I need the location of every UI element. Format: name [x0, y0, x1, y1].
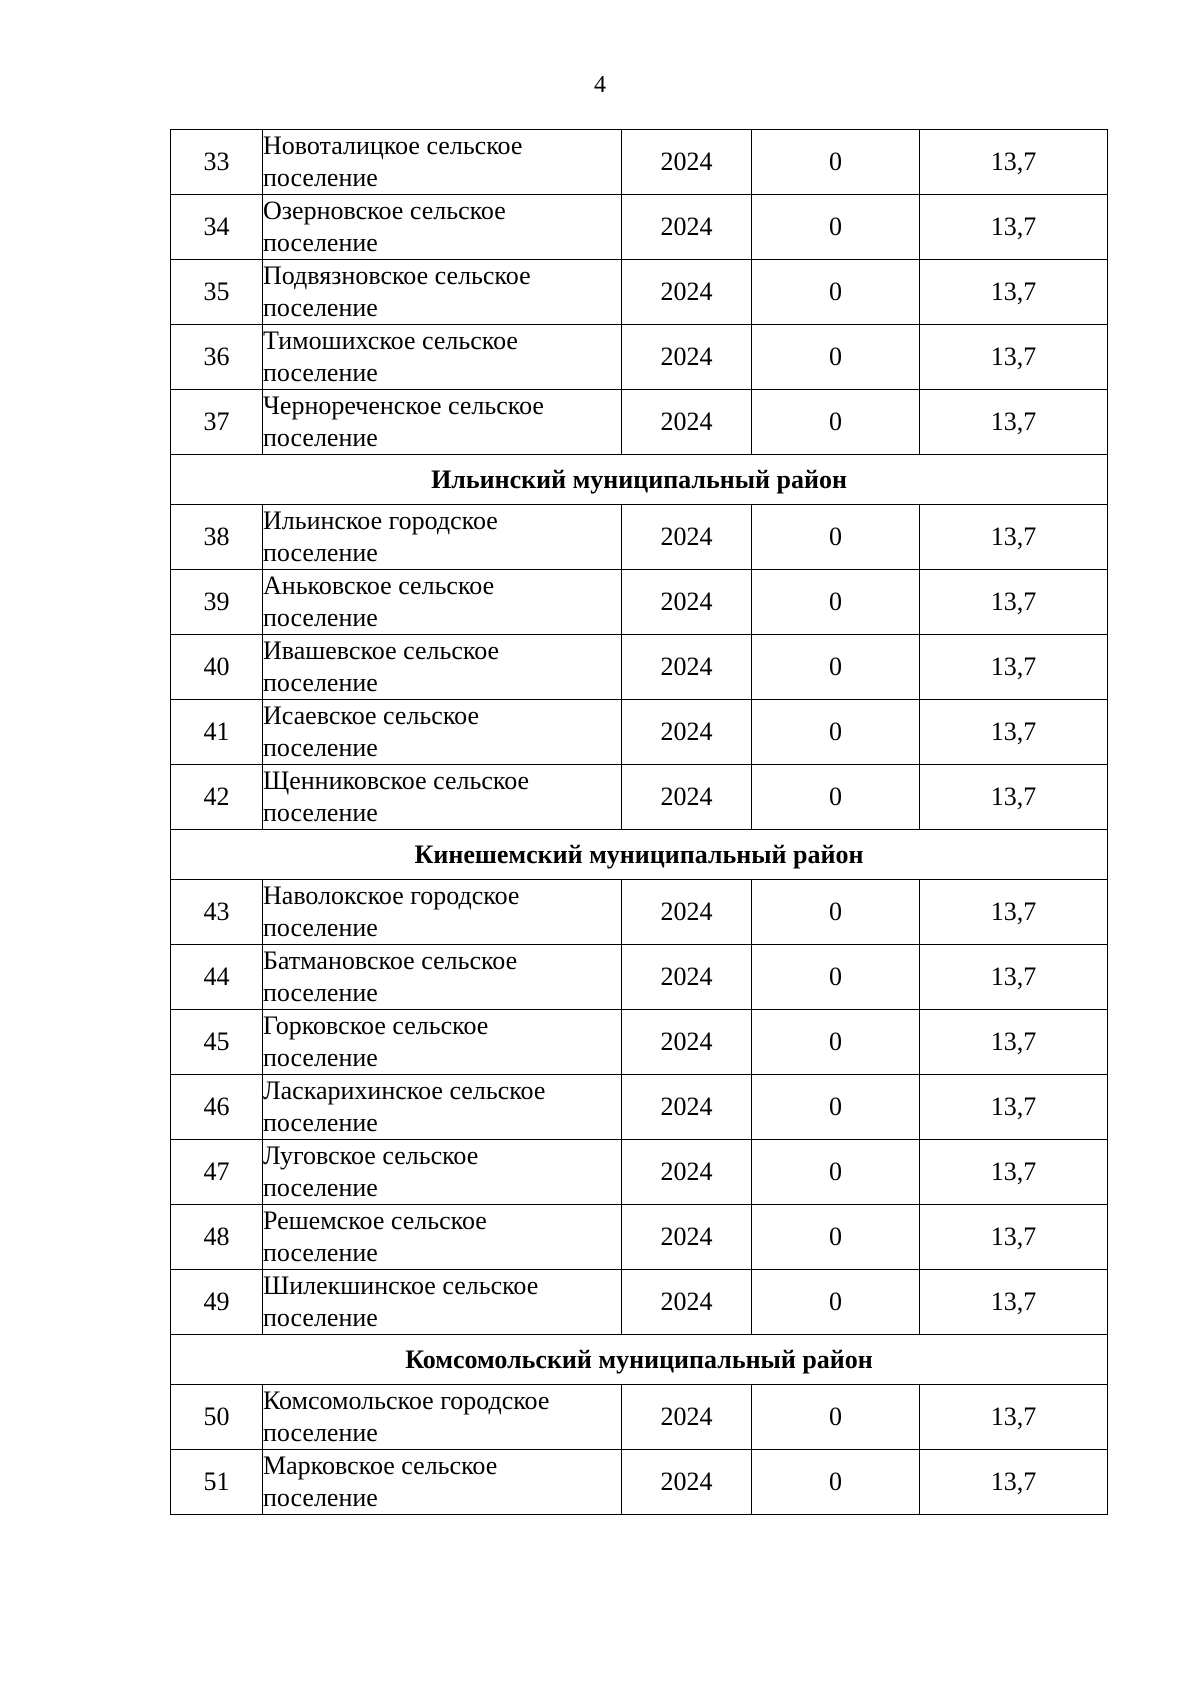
settlement-name-line2: поселение	[263, 733, 378, 762]
row-number: 47	[171, 1140, 263, 1205]
value-cell: 13,7	[920, 1010, 1108, 1075]
value-cell-zero: 0	[752, 880, 920, 945]
value-cell: 13,7	[920, 1450, 1108, 1515]
value-cell-zero: 0	[752, 945, 920, 1010]
settlement-name-line1: Ивашевское сельское	[263, 636, 500, 665]
row-number: 40	[171, 635, 263, 700]
table-body	[171, 130, 1108, 1515]
table-row	[171, 1140, 1108, 1205]
settlement-name-line1: Аньковское сельское	[263, 571, 495, 600]
settlement-name-line2: поселение	[263, 1173, 378, 1202]
table-row	[171, 1385, 1108, 1450]
settlement-name	[263, 945, 622, 1010]
settlement-name-line2: поселение	[263, 163, 378, 192]
page-number: 4	[594, 72, 606, 98]
settlement-name-line1: Тимошихское сельское	[263, 326, 518, 355]
settlement-name-line1: Чернореченское сельское	[263, 391, 544, 420]
district-header: Комсомольский муниципальный район	[171, 1335, 1108, 1385]
settlement-name-line2: поселение	[263, 1418, 378, 1447]
settlement-name-line2: поселение	[263, 1238, 378, 1267]
value-cell-zero: 0	[752, 700, 920, 765]
year-cell: 2024	[622, 1075, 752, 1140]
settlement-name	[263, 195, 622, 260]
settlement-name	[263, 325, 622, 390]
district-header-row	[171, 455, 1108, 505]
year-cell: 2024	[622, 195, 752, 260]
settlement-name	[263, 635, 622, 700]
value-cell-zero: 0	[752, 505, 920, 570]
row-number: 50	[171, 1385, 263, 1450]
settlement-name	[263, 570, 622, 635]
table-row	[171, 195, 1108, 260]
table-row	[171, 1010, 1108, 1075]
settlement-name-line2: поселение	[263, 668, 378, 697]
settlement-name-line2: поселение	[263, 1303, 378, 1332]
settlement-name	[263, 1270, 622, 1335]
value-cell: 13,7	[920, 1270, 1108, 1335]
row-number: 36	[171, 325, 263, 390]
row-number: 37	[171, 390, 263, 455]
settlement-name	[263, 1075, 622, 1140]
value-cell: 13,7	[920, 390, 1108, 455]
settlement-name-line2: поселение	[263, 1483, 378, 1512]
settlement-name-line1: Ильинское городское	[263, 506, 498, 535]
settlement-name-line2: поселение	[263, 913, 378, 942]
year-cell: 2024	[622, 1140, 752, 1205]
year-cell: 2024	[622, 570, 752, 635]
table-row	[171, 390, 1108, 455]
settlement-name-line1: Луговское сельское	[263, 1141, 479, 1170]
settlement-name-line1: Ласкарихинское сельское	[263, 1076, 546, 1105]
value-cell-zero: 0	[752, 570, 920, 635]
year-cell: 2024	[622, 505, 752, 570]
settlement-name-line1: Решемское сельское	[263, 1206, 487, 1235]
year-cell: 2024	[622, 130, 752, 195]
value-cell: 13,7	[920, 700, 1108, 765]
year-cell: 2024	[622, 700, 752, 765]
table-row	[171, 700, 1108, 765]
settlement-name	[263, 505, 622, 570]
row-number: 41	[171, 700, 263, 765]
value-cell-zero: 0	[752, 325, 920, 390]
row-number: 35	[171, 260, 263, 325]
value-cell-zero: 0	[752, 1010, 920, 1075]
table-row	[171, 570, 1108, 635]
value-cell-zero: 0	[752, 765, 920, 830]
value-cell-zero: 0	[752, 130, 920, 195]
table-row	[171, 1450, 1108, 1515]
value-cell: 13,7	[920, 570, 1108, 635]
year-cell: 2024	[622, 1270, 752, 1335]
value-cell-zero: 0	[752, 195, 920, 260]
settlement-name-line1: Исаевское сельское	[263, 701, 479, 730]
settlement-name	[263, 130, 622, 195]
year-cell: 2024	[622, 765, 752, 830]
row-number: 45	[171, 1010, 263, 1075]
table-row	[171, 1205, 1108, 1270]
district-header-row	[171, 1335, 1108, 1385]
row-number: 42	[171, 765, 263, 830]
year-cell: 2024	[622, 1450, 752, 1515]
table-row	[171, 260, 1108, 325]
value-cell-zero: 0	[752, 1140, 920, 1205]
settlement-name-line2: поселение	[263, 538, 378, 567]
settlement-name-line1: Шилекшинское сельское	[263, 1271, 539, 1300]
table-row	[171, 765, 1108, 830]
year-cell: 2024	[622, 1205, 752, 1270]
settlement-name	[263, 1010, 622, 1075]
settlement-name-line1: Батмановское сельское	[263, 946, 518, 975]
table-row	[171, 1075, 1108, 1140]
settlement-name	[263, 1385, 622, 1450]
settlement-name	[263, 700, 622, 765]
row-number: 34	[171, 195, 263, 260]
table-row	[171, 325, 1108, 390]
value-cell: 13,7	[920, 505, 1108, 570]
table-row	[171, 1270, 1108, 1335]
row-number: 51	[171, 1450, 263, 1515]
value-cell: 13,7	[920, 880, 1108, 945]
value-cell: 13,7	[920, 765, 1108, 830]
row-number: 33	[171, 130, 263, 195]
settlement-name	[263, 390, 622, 455]
table-row	[171, 130, 1108, 195]
settlement-name-line1: Горковское сельское	[263, 1011, 489, 1040]
settlement-name-line2: поселение	[263, 358, 378, 387]
table-row	[171, 945, 1108, 1010]
row-number: 44	[171, 945, 263, 1010]
table-row	[171, 880, 1108, 945]
settlement-name-line1: Комсомольское городское	[263, 1386, 550, 1415]
value-cell-zero: 0	[752, 390, 920, 455]
year-cell: 2024	[622, 945, 752, 1010]
table-row	[171, 635, 1108, 700]
row-number: 48	[171, 1205, 263, 1270]
settlement-name-line1: Марковское сельское	[263, 1451, 498, 1480]
value-cell-zero: 0	[752, 1450, 920, 1515]
settlement-name-line1: Новоталицкое сельское	[263, 131, 523, 160]
year-cell: 2024	[622, 1385, 752, 1450]
table-row	[171, 505, 1108, 570]
value-cell: 13,7	[920, 635, 1108, 700]
year-cell: 2024	[622, 390, 752, 455]
year-cell: 2024	[622, 325, 752, 390]
value-cell: 13,7	[920, 130, 1108, 195]
value-cell: 13,7	[920, 195, 1108, 260]
settlement-name-line1: Щенниковское сельское	[263, 766, 530, 795]
settlement-name-line1: Наволокское городское	[263, 881, 520, 910]
value-cell-zero: 0	[752, 635, 920, 700]
row-number: 43	[171, 880, 263, 945]
settlement-name-line2: поселение	[263, 423, 378, 452]
district-header-row	[171, 830, 1108, 880]
value-cell: 13,7	[920, 1205, 1108, 1270]
year-cell: 2024	[622, 635, 752, 700]
settlements-table	[170, 129, 1108, 1515]
district-header: Ильинский муниципальный район	[171, 455, 1108, 505]
settlement-name	[263, 1450, 622, 1515]
settlement-name-line2: поселение	[263, 1108, 378, 1137]
settlement-name-line2: поселение	[263, 1043, 378, 1072]
value-cell: 13,7	[920, 1075, 1108, 1140]
settlement-name-line1: Озерновское сельское	[263, 196, 506, 225]
year-cell: 2024	[622, 1010, 752, 1075]
settlement-name-line2: поселение	[263, 798, 378, 827]
settlement-name	[263, 765, 622, 830]
settlement-name	[263, 1205, 622, 1270]
settlement-name-line2: поселение	[263, 978, 378, 1007]
value-cell-zero: 0	[752, 1205, 920, 1270]
year-cell: 2024	[622, 260, 752, 325]
value-cell: 13,7	[920, 325, 1108, 390]
settlement-name-line2: поселение	[263, 228, 378, 257]
settlement-name-line2: поселение	[263, 293, 378, 322]
settlement-name-line1: Подвязновское сельское	[263, 261, 531, 290]
value-cell-zero: 0	[752, 1270, 920, 1335]
row-number: 46	[171, 1075, 263, 1140]
settlement-name	[263, 260, 622, 325]
value-cell: 13,7	[920, 1385, 1108, 1450]
value-cell-zero: 0	[752, 1075, 920, 1140]
row-number: 39	[171, 570, 263, 635]
district-header: Кинешемский муниципальный район	[171, 830, 1108, 880]
value-cell: 13,7	[920, 260, 1108, 325]
value-cell-zero: 0	[752, 260, 920, 325]
row-number: 38	[171, 505, 263, 570]
value-cell-zero: 0	[752, 1385, 920, 1450]
year-cell: 2024	[622, 880, 752, 945]
settlement-name	[263, 880, 622, 945]
value-cell: 13,7	[920, 1140, 1108, 1205]
value-cell: 13,7	[920, 945, 1108, 1010]
row-number: 49	[171, 1270, 263, 1335]
settlement-name	[263, 1140, 622, 1205]
settlement-name-line2: поселение	[263, 603, 378, 632]
